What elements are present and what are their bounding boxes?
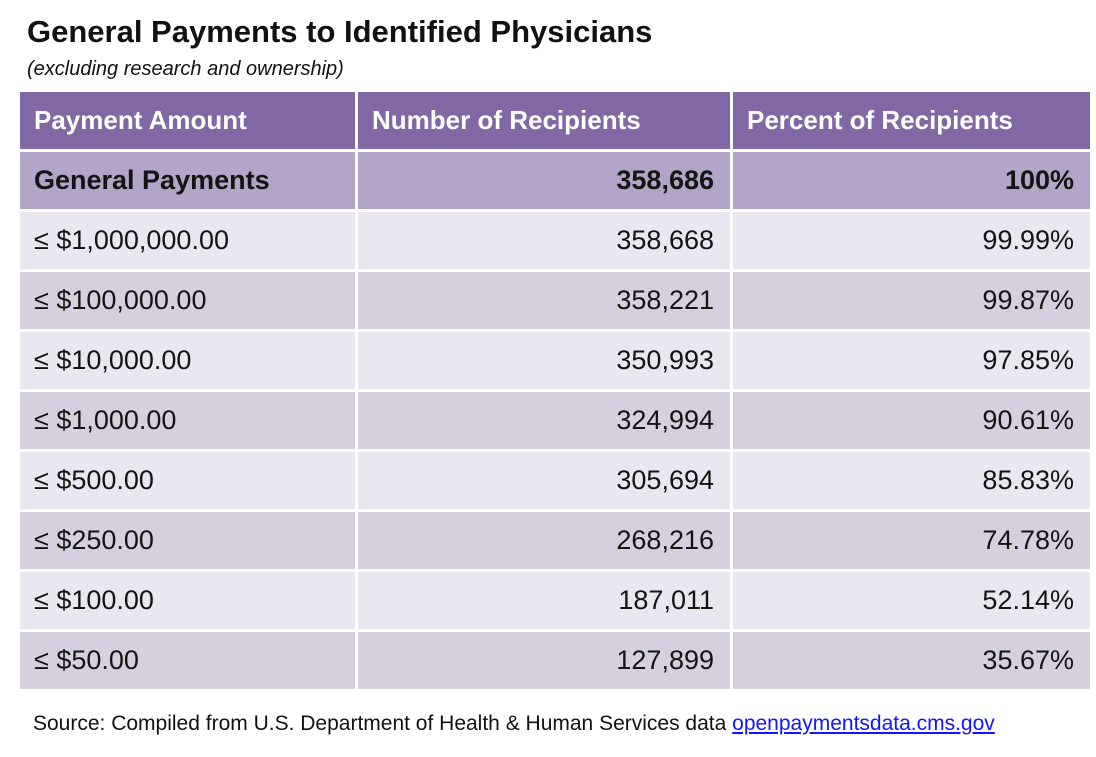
source-link[interactable]: openpaymentsdata.cms.gov — [732, 712, 995, 735]
row-recipients: 358,221 — [358, 272, 733, 332]
row-recipients: 187,011 — [358, 572, 733, 632]
table-row — [20, 452, 1090, 512]
source-note — [33, 712, 995, 736]
row-percent: 74.78% — [733, 512, 1090, 572]
row-recipients: 127,899 — [358, 632, 733, 689]
total-percent: 100% — [733, 152, 1090, 212]
row-label: ≤ $10,000.00 — [20, 332, 358, 392]
table-row — [20, 392, 1090, 452]
row-label: ≤ $100,000.00 — [20, 272, 358, 332]
row-recipients: 350,993 — [358, 332, 733, 392]
column-header-percent-of-recipients: Percent of Recipients — [733, 92, 1090, 152]
column-header-number-of-recipients: Number of Recipients — [358, 92, 733, 152]
row-percent: 52.14% — [733, 572, 1090, 632]
table-row — [20, 632, 1090, 689]
table-row — [20, 512, 1090, 572]
row-recipients: 305,694 — [358, 452, 733, 512]
table-header-row — [20, 92, 1090, 152]
table-row — [20, 272, 1090, 332]
total-recipients: 358,686 — [358, 152, 733, 212]
row-label: ≤ $1,000.00 — [20, 392, 358, 452]
row-percent: 99.99% — [733, 212, 1090, 272]
row-recipients: 268,216 — [358, 512, 733, 572]
row-percent: 99.87% — [733, 272, 1090, 332]
row-label: ≤ $1,000,000.00 — [20, 212, 358, 272]
table-row-total — [20, 152, 1090, 212]
page-title: General Payments to Identified Physicians — [27, 14, 653, 49]
source-text: Source: Compiled from U.S. Department of Health & Human Services data — [33, 712, 733, 735]
row-label: ≤ $250.00 — [20, 512, 358, 572]
row-percent: 97.85% — [733, 332, 1090, 392]
row-recipients: 358,668 — [358, 212, 733, 272]
row-recipients: 324,994 — [358, 392, 733, 452]
row-label: ≤ $100.00 — [20, 572, 358, 632]
table-row — [20, 332, 1090, 392]
table-row — [20, 212, 1090, 272]
row-percent: 35.67% — [733, 632, 1090, 689]
column-header-payment-amount: Payment Amount — [20, 92, 358, 152]
table-row — [20, 572, 1090, 632]
row-percent: 90.61% — [733, 392, 1090, 452]
row-percent: 85.83% — [733, 452, 1090, 512]
page-subtitle: (excluding research and ownership) — [27, 58, 344, 80]
total-label: General Payments — [20, 152, 358, 212]
row-label: ≤ $500.00 — [20, 452, 358, 512]
payments-table — [20, 92, 1090, 689]
row-label: ≤ $50.00 — [20, 632, 358, 689]
